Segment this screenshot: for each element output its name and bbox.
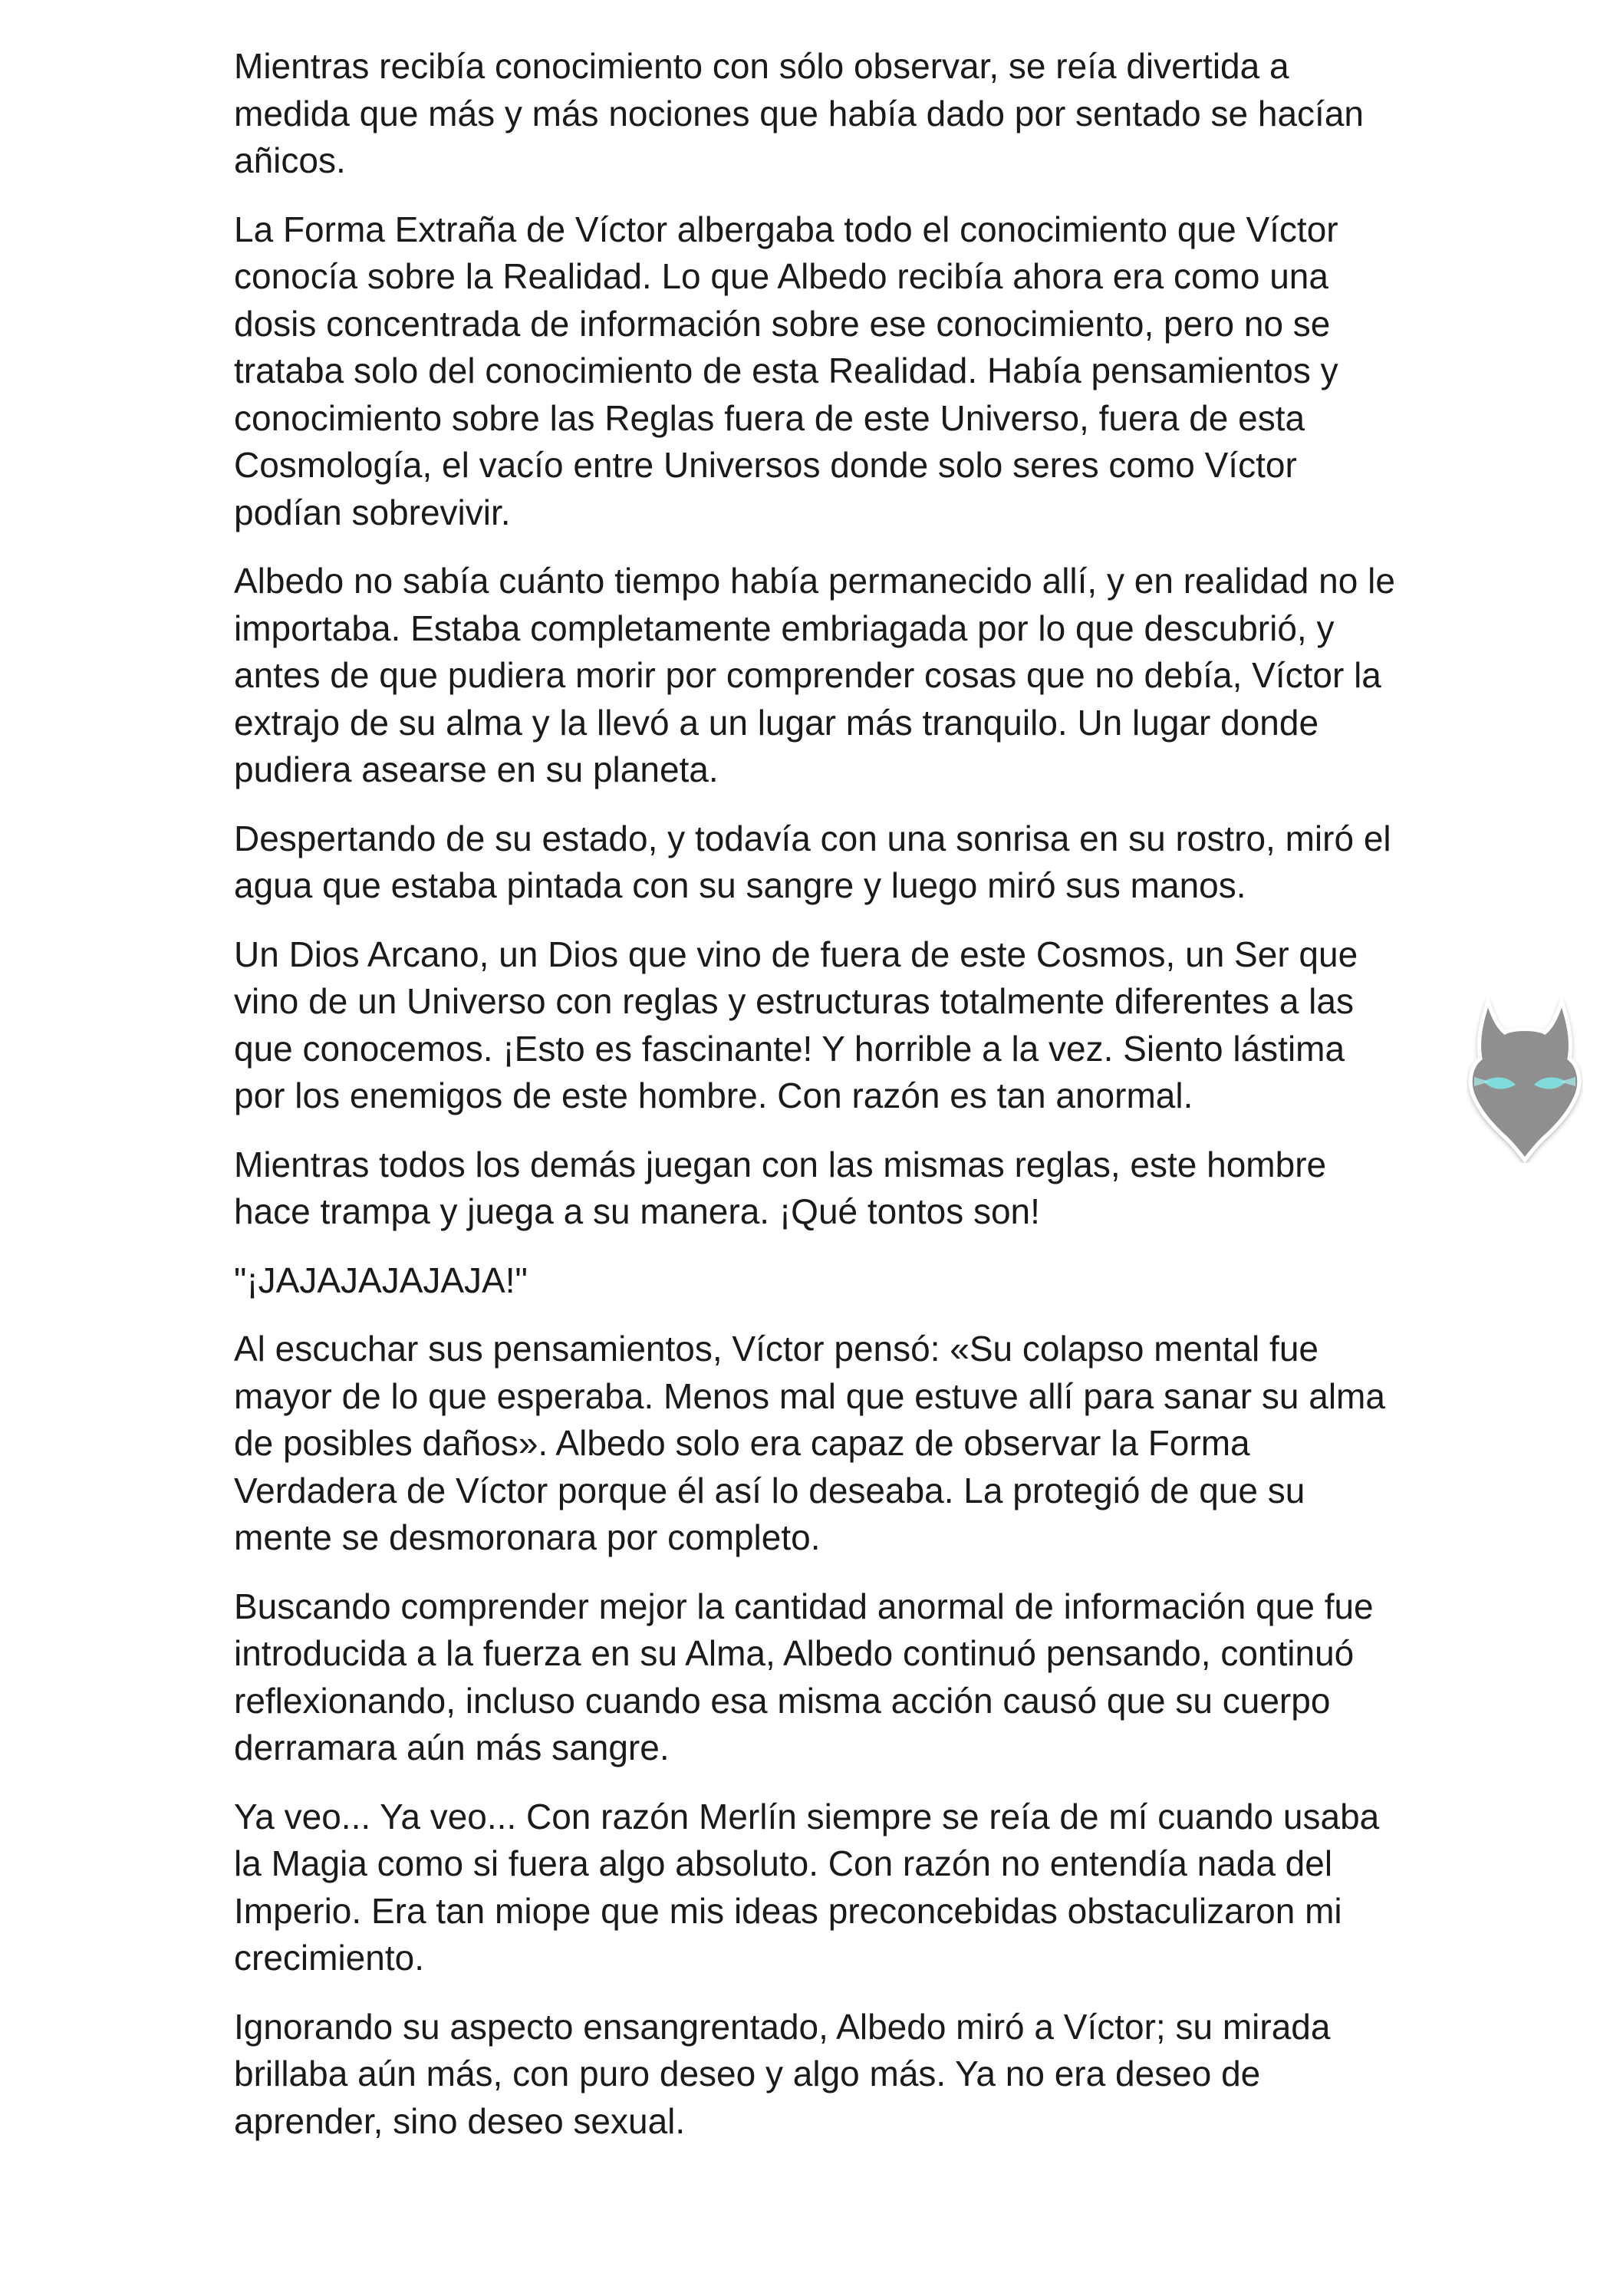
paragraph-5: Un Dios Arcano, un Dios que vino de fuera de este Cosmos, un Ser que vino de un Universo con reglas y estructuras totalmente diferentes a las que conocemos. ¡Esto es fascinante! Y horrible a la vez. Siento lástima por los enemigos de este hombre. Con razón es tan anormal. [234,934,1358,1115]
paragraph-3: Albedo no sabía cuánto tiempo había permanecido allí, y en realidad no le importaba. Estaba completamente embriagada por lo que descubrió, y antes de que pudiera morir por comprender cosas que no debía, Víctor la extrajo de su alma y la llevó a un lugar más tranquilo. Un lugar donde pudiera asearse en su planeta. [234,561,1395,789]
paragraph-1: Mientras recibía conocimiento con sólo observar, se reía divertida a medida que más y más nociones que había dado por sentado se hacían añicos. [234,46,1364,180]
demon-head-icon [1467,996,1583,1163]
paragraph-2: La Forma Extraña de Víctor albergaba todo el conocimiento que Víctor conocía sobre la Realidad. Lo que Albedo recibía ahora era como una dosis concentrada de información sobre ese conocimiento, pero no se trataba solo del conocimiento de esta Realidad. Había pensamientos y conocimiento sobre las Reglas fuera de este Universo, fuera de esta Cosmología, el vacío entre Universos donde solo seres como Víctor podían sobrevivir. [234,209,1338,532]
document-body [234,43,1404,2166]
paragraph-8: Al escuchar sus pensamientos, Víctor pensó: «Su colapso mental fue mayor de lo que esperaba. Menos mal que estuve allí para sanar su alma de posibles daños». Albedo solo era capaz de observar la Forma Verdadera de Víctor porque él así lo deseaba. La protegió de que su mente se desmoronara por completo. [234,1329,1385,1557]
paragraph-9: Buscando comprender mejor la cantidad anormal de información que fue introducida a la fuerza en su Alma, Albedo continuó pensando, continuó reflexionando, incluso cuando esa misma acción causó que su cuerpo derramara aún más sangre. [234,1586,1374,1767]
paragraph-7: "¡JAJAJAJAJAJA!" [234,1260,528,1300]
paragraph-4: Despertando de su estado, y todavía con una sonrisa en su rostro, miró el agua que estaba pintada con su sangre y luego miró sus manos. [234,818,1391,905]
paragraph-10: Ya veo... Ya veo... Con razón Merlín siempre se reía de mí cuando usaba la Magia como si fuera algo absoluto. Con razón no entendía nada del Imperio. Era tan miope que mis ideas preconcebidas obstaculizaron mi crecimiento. [234,1796,1380,1978]
paragraph-6: Mientras todos los demás juegan con las mismas reglas, este hombre hace trampa y juega a su manera. ¡Qué tontos son! [234,1144,1327,1231]
paragraph-11: Ignorando su aspecto ensangrentado, Albedo miró a Víctor; su mirada brillaba aún más, con puro deseo y algo más. Ya no era deseo de aprender, sino deseo sexual. [234,2006,1331,2141]
